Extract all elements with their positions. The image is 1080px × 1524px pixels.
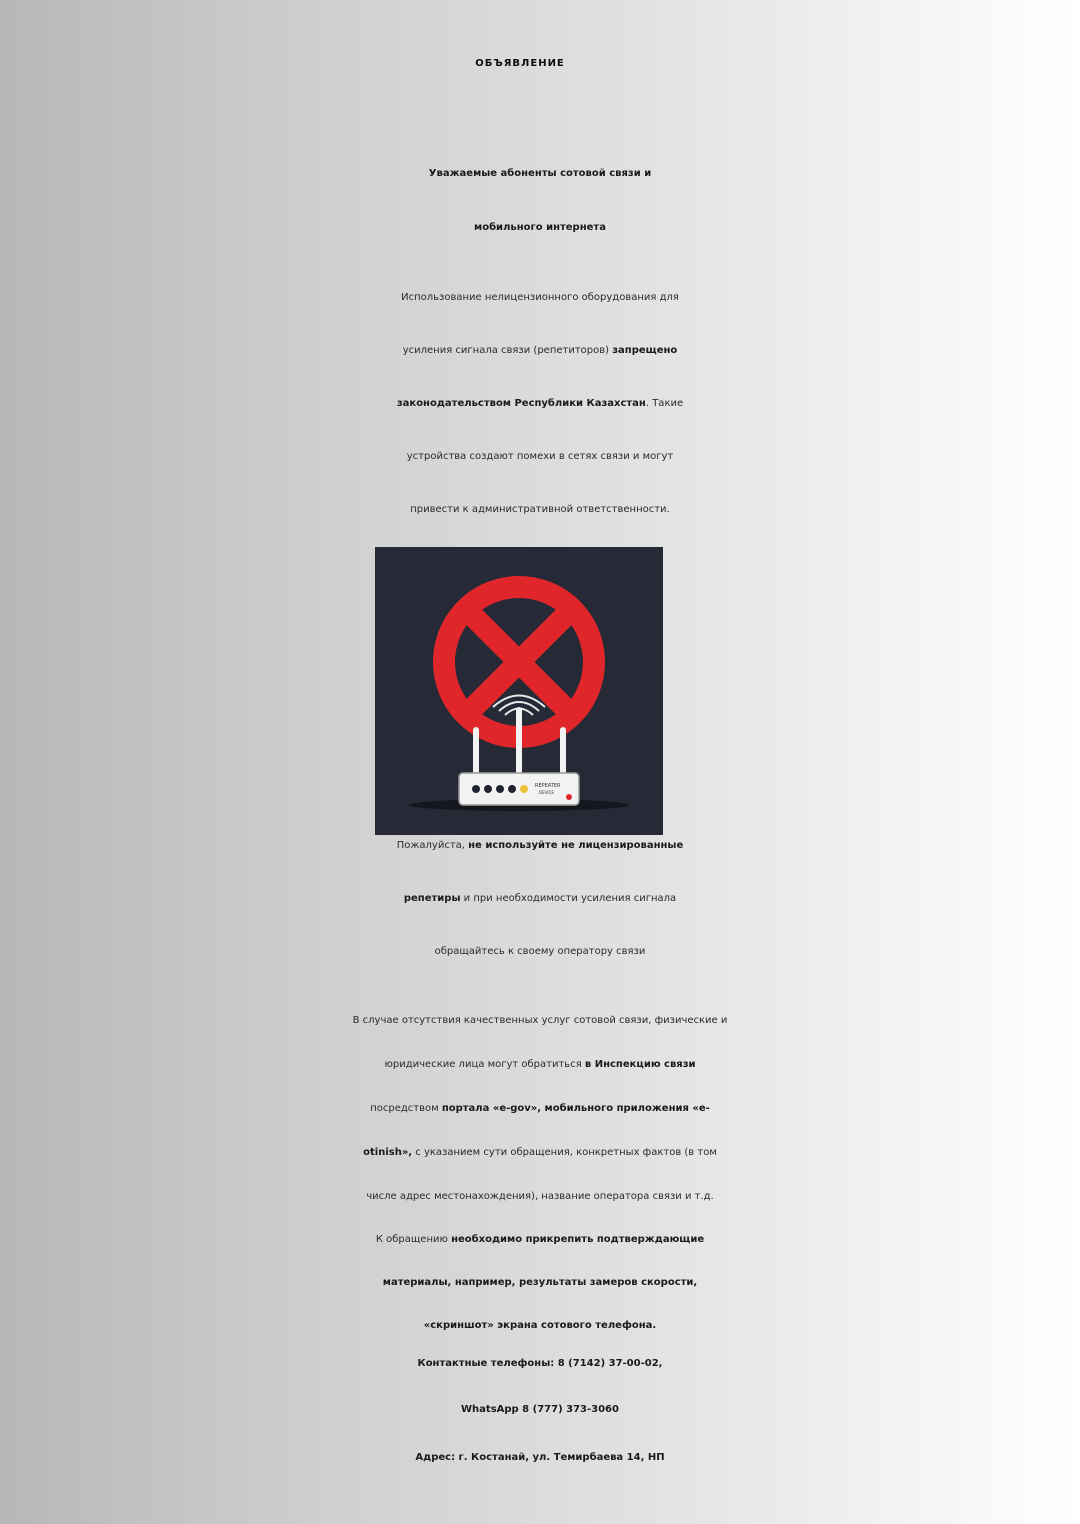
para2-line-2: репетиры и при необходимости усиления сигнала [403,893,677,904]
page-title: ОБЪЯВЛЕНИЕ [475,58,565,69]
contact-whatsapp: WhatsApp 8 (777) 373-3060 [461,1404,619,1415]
para1-line-2: усиления сигнала связи (репетиторов) запрещено [402,345,678,356]
para3-line-4: otinish», с указанием сути обращения, конкретных фактов (в том [363,1147,717,1158]
prohibited-repeater-icon [375,547,663,835]
para1-line-5: привести к административной ответственности. [410,504,670,515]
prohibited-repeater-image [375,547,663,835]
subtitle-line-2: мобильного интернета [474,222,606,233]
para3-line-7: материалы, например, результаты замеров скорости, [382,1277,698,1288]
para3-line-1: В случае отсутствия качественных услуг сотовой связи, физические и [352,1015,728,1026]
para1-line-4: устройства создают помехи в сетях связи и могут [406,451,674,462]
subtitle-line-1: Уважаемые абоненты сотовой связи и [428,168,652,179]
svg-text:REPEATER: REPEATER [535,783,561,789]
contact-phones: Контактные телефоны: 8 (7142) 37-00-02, [417,1358,663,1369]
para3-line-8: «скриншот» экрана сотового телефона. [423,1320,657,1331]
para2-line-1: Пожалуйста, не используйте не лицензированные [396,840,684,851]
svg-text:DEVICE: DEVICE [539,790,554,795]
para3-line-6: К обращению необходимо прикрепить подтверждающие [375,1234,705,1245]
para3-line-3: посредством портала «e-gov», мобильного приложения «e- [370,1103,710,1114]
para3-line-5: числе адрес местонахождения), название оператора связи и т.д. [366,1191,714,1202]
para1-line-1: Использование нелицензионного оборудования для [401,292,679,303]
para1-line-3: законодательством Республики Казахстан. Такие [396,398,684,409]
para3-line-2: юридические лица могут обратиться в Инспекцию связи [384,1059,696,1070]
address: Адрес: г. Костанай, ул. Темирбаева 14, НП [415,1452,665,1463]
para2-line-3: обращайтесь к своему оператору связи [434,946,646,957]
